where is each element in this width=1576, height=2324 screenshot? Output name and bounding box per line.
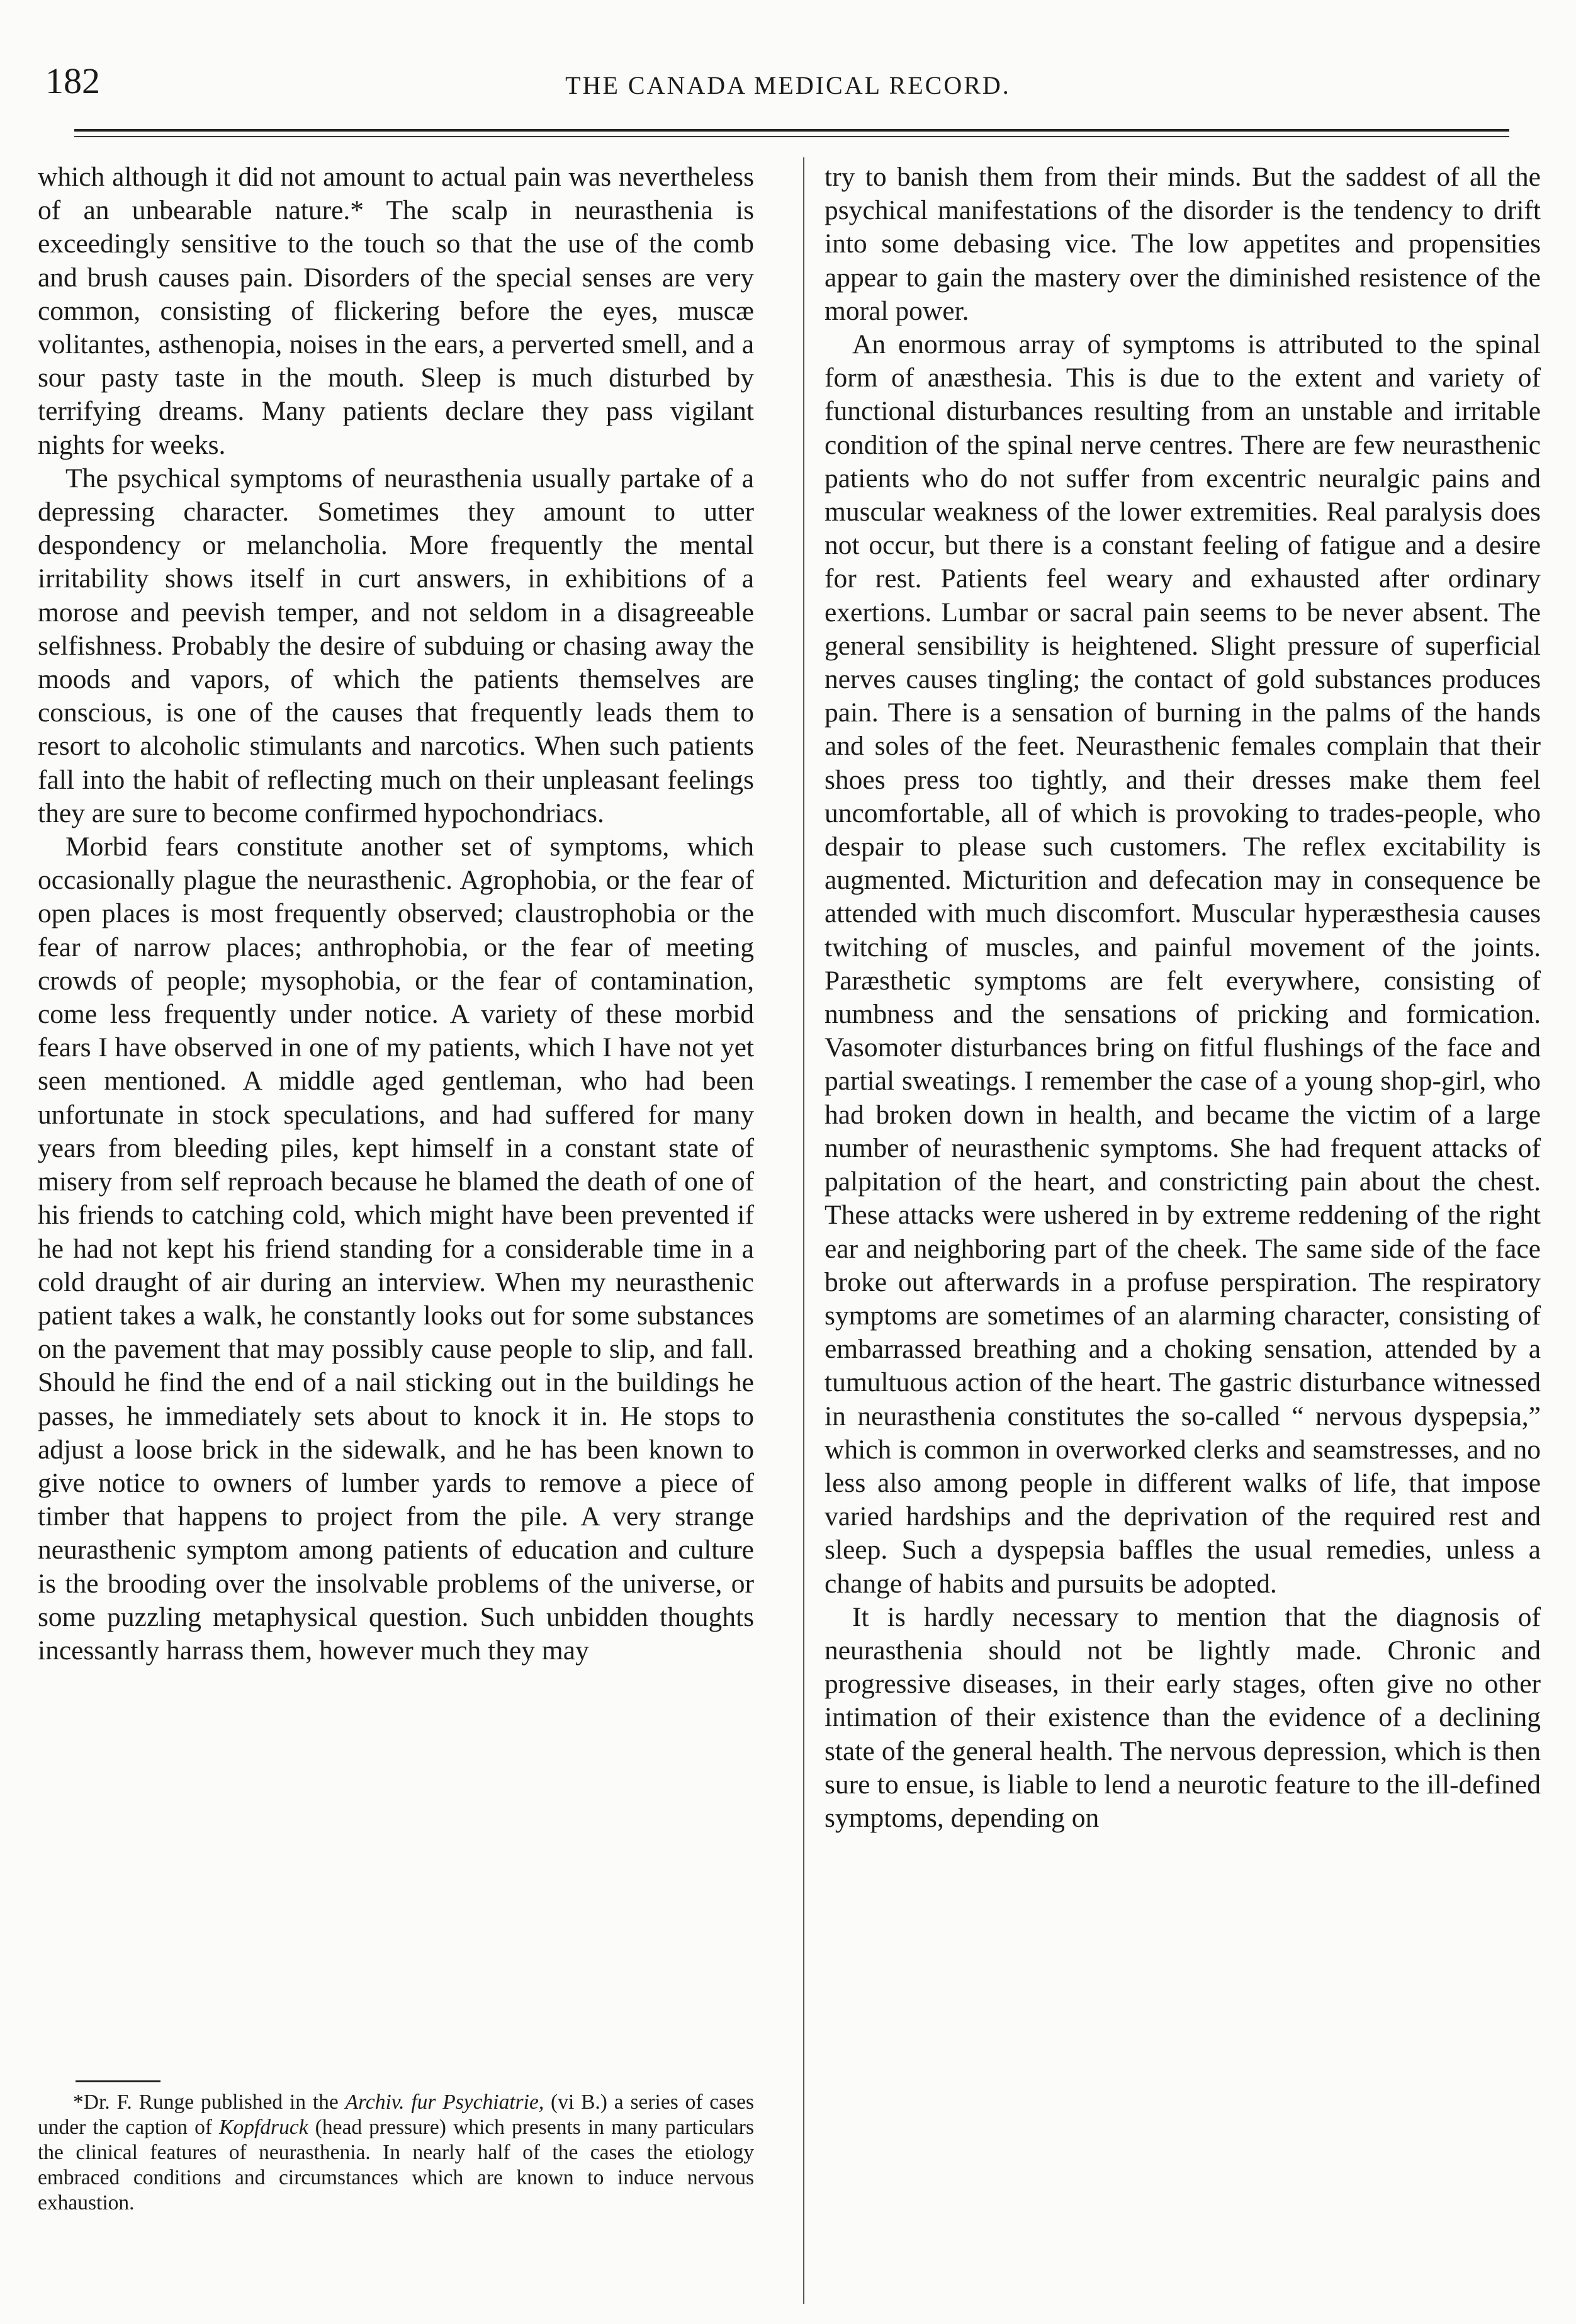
- footnote-text: (vi B.) a series of cases under the caption of: [38, 2090, 754, 2139]
- header-rule-thin: [74, 136, 1509, 137]
- footnote-text: Dr. F. Runge published in the: [83, 2090, 346, 2114]
- paragraph: Morbid fears constitute another set of symptoms, which occasionally plague the neurasthenic. Agrophobia, or the fear of open places is most frequently observed; claustrophobia or the fear of narrow places; anthrophobia, or the fear of meeting crowds of people; mysophobia, or the fear of contamination, come less frequently under notice. A variety of these morbid fears I have observed in one of my patients, which I have not yet seen mentioned. A middle aged gentleman, who had been unfortunate in stock speculations, and had suffered for many years from bleeding piles, kept himself in a constant state of misery from self reproach because he blamed the death of one of his friends to catching cold, which might have been prevented if he had not kept his friend standing for a considerable time in a cold draught of air during an interview. When my neurasthenic patient takes a walk, he constantly looks out for some substances on the pavement that may possibly cause people to slip, and fall. Should he find the end of a nail sticking out in the buildings he passes, he immediately sets about to knock it in. He stops to adjust a loose brick in the sidewalk, and he has been known to give notice to owners of lumber yards to remove a piece of timber that happens to project from the pile. A very strange neurasthenic symptom among patients of education and culture is the brooding over the insolvable problems of the universe, or some puzzling metaphysical question. Such unbidden thoughts incessantly harrass them, however much they may: [38, 832, 754, 1666]
- paragraph: It is hardly necessary to mention that the diagnosis of neurasthenia should not be lightly made. Chronic and progressive diseases, in their early stages, often give no other intimation of their existence than the evidence of a declining state of the general health. The nervous depression, which is then sure to ensue, is liable to lend a neurotic feature to the ill-defined symptoms, depending on: [825, 1601, 1541, 1833]
- right-column: [825, 161, 1541, 1835]
- column-divider: [803, 157, 804, 2304]
- page-number: 182: [45, 60, 100, 101]
- running-head: THE CANADA MEDICAL RECORD.: [565, 71, 1011, 99]
- footnote-journal: Archiv. fur Psychiatrie,: [345, 2090, 544, 2114]
- footnote-term: Kopfdruck: [219, 2116, 308, 2139]
- footnote-text: (head pressure) which presents in many particulars the clinical features of neurasthenia. In nearly half of the cases the etiology embraced conditions and circumstances which are known to induce nervous exhaustion.: [38, 2116, 754, 2214]
- header-rule-thick: [74, 129, 1509, 132]
- paragraph: The psychical symptoms of neurasthenia usually partake of a depressing character. Sometimes they amount to utter despondency or melancholia. More frequently the mental irritability shows itself in curt answers, in exhibitions of a morose and peevish temper, and not seldom in a disagreeable selfishness. Probably the desire of subduing or chasing away the moods and vapors, of which the patients themselves are conscious, is one of the causes that frequently leads them to resort to alcoholic stimulants and narcotics. When such patients fall into the habit of reflecting much on their unpleasant feelings they are sure to become confirmed hypochondriacs.: [38, 463, 754, 828]
- footnote-rule: [76, 2080, 160, 2082]
- left-column: [38, 161, 754, 1667]
- footnote: [38, 2090, 754, 2216]
- paragraph: which although it did not amount to actual pain was nevertheless of an unbearable nature.* The scalp in neurasthenia is exceedingly sensitive to the touch so that the use of the comb and brush causes pain. Disorders of the special senses are very common, consisting of flickering before the eyes, muscæ volitantes, asthenopia, noises in the ears, a perverted smell, and a sour pasty taste in the mouth. Sleep is much disturbed by terrifying dreams. Many patients declare they pass vigilant nights for weeks.: [38, 162, 754, 460]
- paragraph: An enormous array of symptoms is attributed to the spinal form of anæsthesia. This is due to the extent and variety of functional disturbances resulting from an unstable and irritable condition of the spinal nerve centres. There are few neurasthenic patients who do not suffer from excentric neuralgic pains and muscular weakness of the lower extremities. Real paralysis does not occur, but there is a constant feeling of fatigue and a desire for rest. Patients feel weary and exhausted after ordinary exertions. Lumbar or sacral pain seems to be never absent. The general sensibility is heightened. Slight pressure of superficial nerves causes tingling; the contact of gold substances produces pain. There is a sensation of burning in the palms of the hands and soles of the feet. Neurasthenic females complain that their shoes press too tightly, and their dresses make them feel uncomfortable, all of which is provoking to trades-people, who despair to please such customers. The reflex excitability is augmented. Micturition and defecation may in consequence be attended with much discomfort. Muscular hyperæsthesia causes twitching of muscles, and painful movement of the joints. Paræsthetic symptoms are felt everywhere, consisting of numbness and the sensations of pricking and formication. Vasomoter disturbances bring on fitful flushings of the face and partial sweatings. I remember the case of a young shop-girl, who had broken down in health, and became the victim of a large number of neurasthenic symptoms. She had frequent attacks of palpitation of the heart, and constricting pain about the chest. These attacks were ushered in by extreme reddening of the right ear and neighboring part of the cheek. The same side of the face broke out afterwards in a profuse perspiration. The respiratory symptoms are sometimes of an alarming character, consisting of embarrassed breathing and a choking sensation, attended by a tumultuous action of the heart. The gastric disturbance witnessed in neurasthenia constitutes the so-called “ nervous dyspepsia,” which is common in overworked clerks and seamstresses, and no less also among people in different walks of life, that impose varied hardships and the deprivation of the required rest and sleep. Such a dyspepsia baffles the usual remedies, unless a change of habits and pursuits be adopted.: [825, 329, 1541, 1599]
- paragraph: try to banish them from their minds. But the saddest of all the psychical manifestations of the disorder is the tendency to drift into some debasing vice. The low appetites and propensities appear to gain the mastery over the diminished resistence of the moral power.: [825, 162, 1541, 326]
- footnote-mark: *: [73, 2090, 84, 2114]
